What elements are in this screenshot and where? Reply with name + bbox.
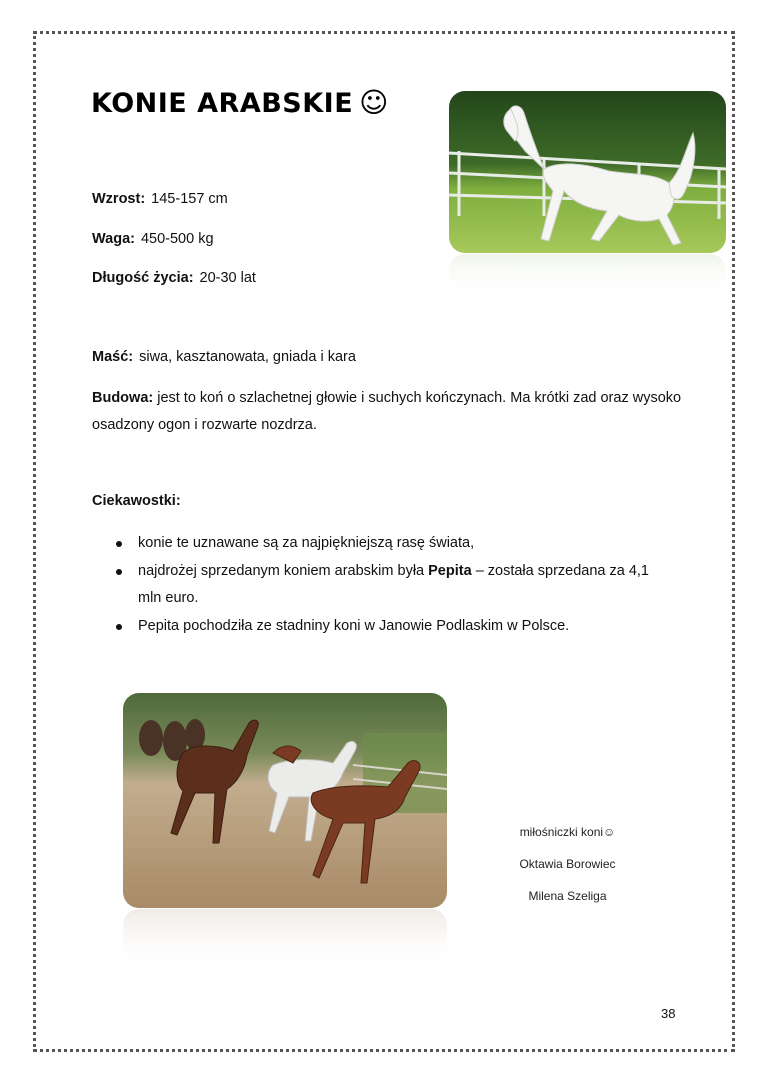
fact-weight <box>92 231 214 247</box>
trivia-item-2-end: – została sprzedana za 4,1 mln euro. <box>138 562 649 606</box>
list-item <box>116 613 676 641</box>
build-paragraph <box>92 385 692 439</box>
credits-line-1: miłośniczki koni☺ <box>519 825 616 839</box>
build-label: Budowa: <box>92 390 154 406</box>
fact-lifespan-value: 20-30 lat <box>199 270 256 286</box>
credits <box>470 822 665 918</box>
page-title-text: KONIE ARABSKIE <box>91 88 354 119</box>
credits-author-2: Milena Szeliga <box>528 889 607 903</box>
fact-lifespan-label: Długość życia: <box>92 270 194 286</box>
trivia-list <box>116 530 676 640</box>
trivia-item-1: konie te uznawane są za najpiękniejszą rasę świata, <box>138 535 475 551</box>
white-horse-photo <box>449 91 726 253</box>
fact-coat <box>92 349 356 365</box>
fact-coat-value: siwa, kasztanowata, gniada i kara <box>139 349 356 365</box>
fact-coat-label: Maść: <box>92 349 134 365</box>
fact-height-value: 145-157 cm <box>151 191 228 207</box>
list-item <box>116 530 676 558</box>
page-title <box>91 86 389 119</box>
fact-lifespan <box>92 270 256 286</box>
herd-photo <box>123 693 447 908</box>
herd-image <box>123 693 447 908</box>
page-number: 38 <box>661 1006 676 1021</box>
fact-height-label: Wzrost: <box>92 191 146 207</box>
fact-weight-value: 450-500 kg <box>140 231 214 247</box>
credits-author-1: Oktawia Borowiec <box>519 857 616 871</box>
fact-weight-label: Waga: <box>92 231 135 247</box>
white-horse-reflection <box>449 254 726 296</box>
fact-height <box>92 191 228 207</box>
build-text: jest to koń o szlachetnej głowie i suchych kończynach. Ma krótki zad oraz wysoko osadzony ogon i rozwarte nozdrza. <box>92 390 682 433</box>
trivia-item-3: Pepita pochodziła ze stadniny koni w Janowie Podlaskim w Polsce. <box>138 617 570 634</box>
trivia-heading: Ciekawostki: <box>92 493 181 509</box>
trivia-item-2-start: najdrożej sprzedanym koniem arabskim była <box>138 562 425 579</box>
herd-reflection <box>123 909 447 971</box>
smile-icon: ☺ <box>359 86 389 119</box>
trivia-item-2-highlight: Pepita <box>428 562 472 579</box>
list-item <box>116 558 676 613</box>
white-horse-image <box>449 91 726 253</box>
